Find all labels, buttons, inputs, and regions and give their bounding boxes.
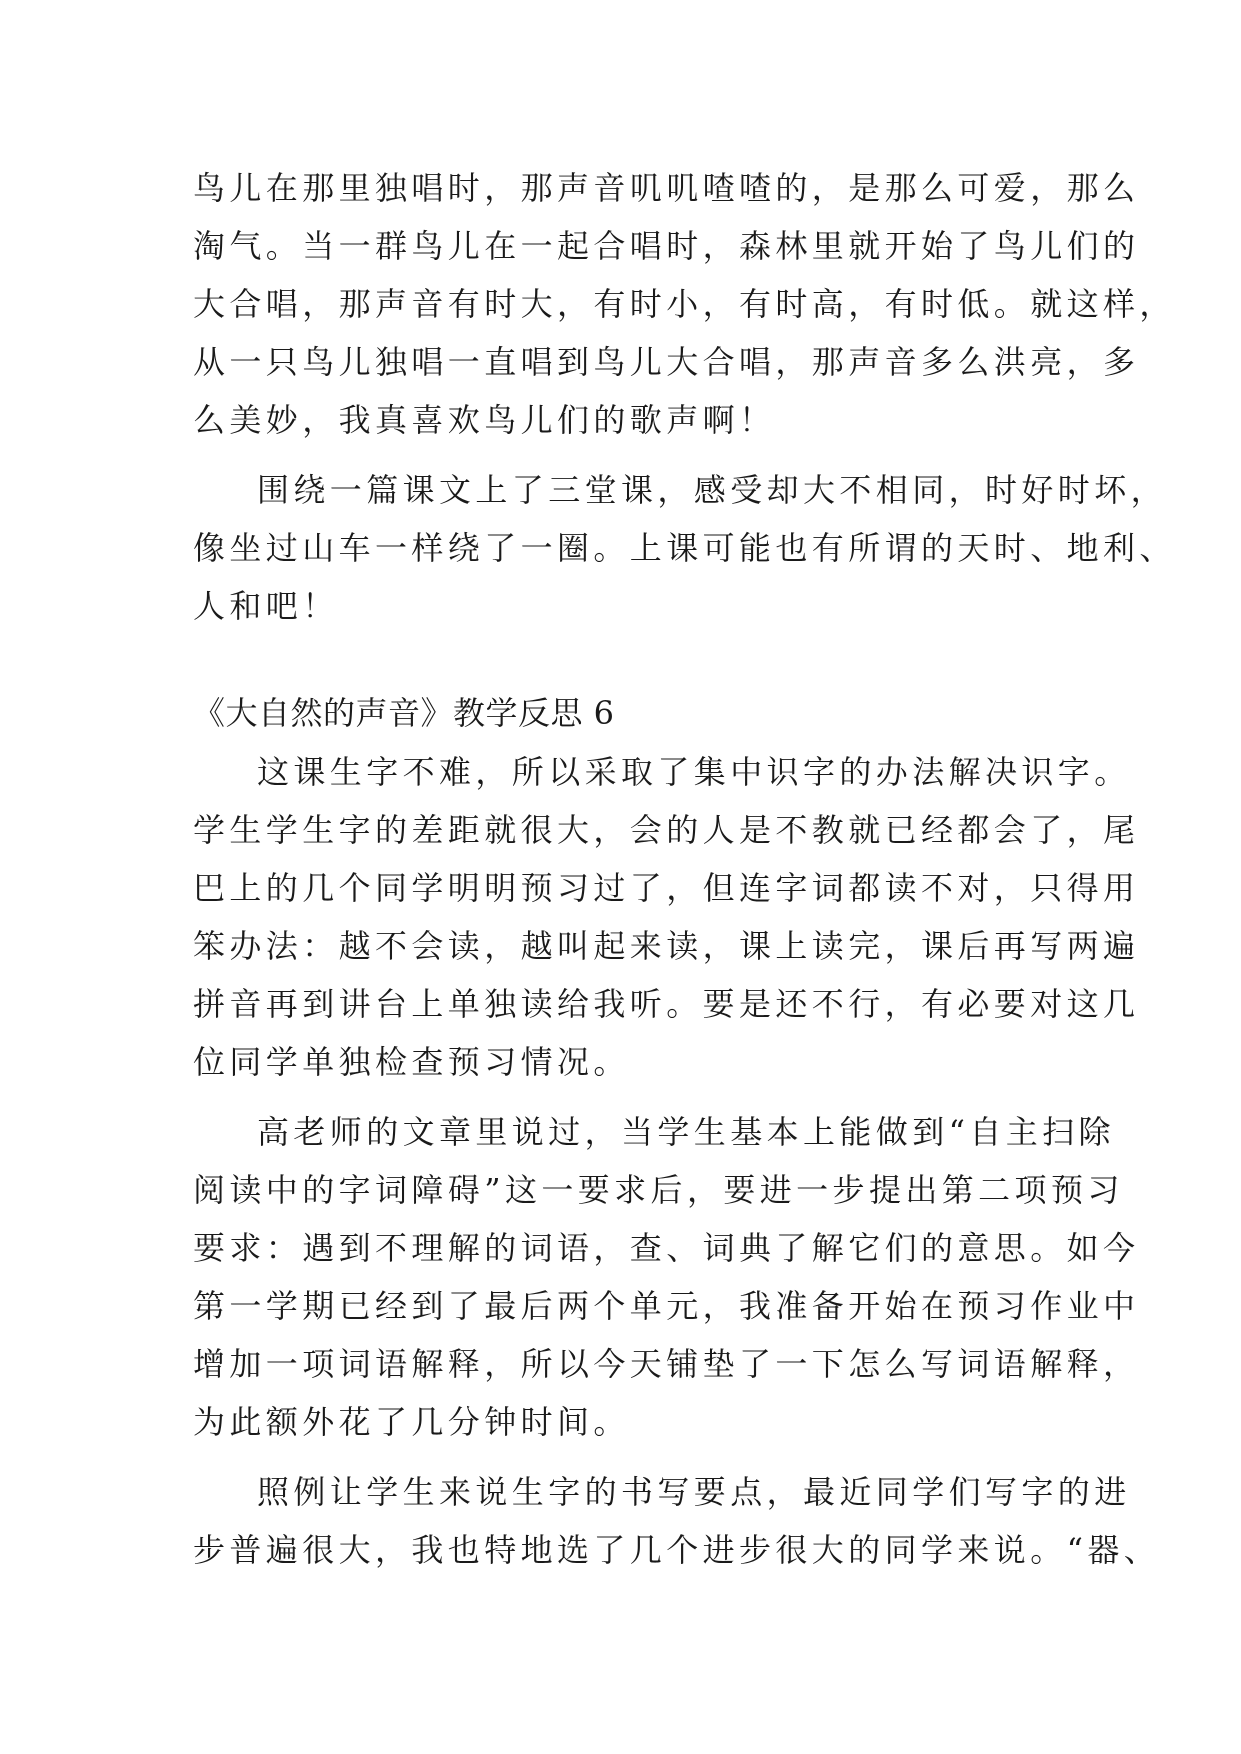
text-line: 淘气。当一群鸟儿在一起合唱时，森林里就开始了鸟儿们的 (193, 227, 1140, 265)
text-line: 照例让学生来说生字的书写要点，最近同学们写字的进 (257, 1473, 1131, 1511)
text-line: 围绕一篇课文上了三堂课，感受却大不相同，时好时坏， (257, 471, 1168, 509)
text-line: 要求：遇到不理解的词语，查、词典了解它们的意思。如今 (193, 1229, 1140, 1267)
text-line: 学生学生字的差距就很大，会的人是不教就已经都会了，尾 (193, 811, 1140, 849)
text-line: 拼音再到讲台上单独读给我听。要是还不行，有必要对这几 (193, 985, 1140, 1023)
text-line: 巴上的几个同学明明预习过了，但连字词都读不对，只得用 (193, 869, 1140, 907)
text-line: 步普遍很大，我也特地选了几个进步很大的同学来说。“器、 (193, 1531, 1161, 1569)
text-line: 么美妙，我真喜欢鸟儿们的歌声啊！ (193, 401, 776, 439)
text-line: 人和吧！ (193, 587, 339, 625)
text-line: 阅读中的字词障碍”这一要求后，要进一步提出第二项预习 (193, 1171, 1124, 1209)
text-line: 为此额外花了几分钟时间。 (193, 1403, 630, 1441)
text-line: 鸟儿在那里独唱时，那声音叽叽喳喳的，是那么可爱，那么 (193, 169, 1140, 207)
text-line: 第一学期已经到了最后两个单元，我准备开始在预习作业中 (193, 1287, 1140, 1325)
text-line: 这课生字不难，所以采取了集中识字的办法解决识字。 (257, 753, 1131, 791)
text-line: 位同学单独检查预习情况。 (193, 1043, 630, 1081)
text-line: 增加一项词语解释，所以今天铺垫了一下怎么写词语解释， (193, 1345, 1140, 1383)
text-line: 大合唱，那声音有时大，有时小，有时高，有时低。就这样， (193, 285, 1176, 323)
section-heading: 《大自然的声音》教学反思 6 (193, 694, 615, 732)
text-line: 笨办法：越不会读，越叫起来读，课上读完，课后再写两遍 (193, 927, 1140, 965)
text-line: 从一只鸟儿独唱一直唱到鸟儿大合唱，那声音多么洪亮，多 (193, 343, 1140, 381)
text-line: 高老师的文章里说过，当学生基本上能做到“自主扫除 (257, 1113, 1115, 1151)
text-line: 像坐过山车一样绕了一圈。上课可能也有所谓的天时、地利、 (193, 529, 1176, 567)
